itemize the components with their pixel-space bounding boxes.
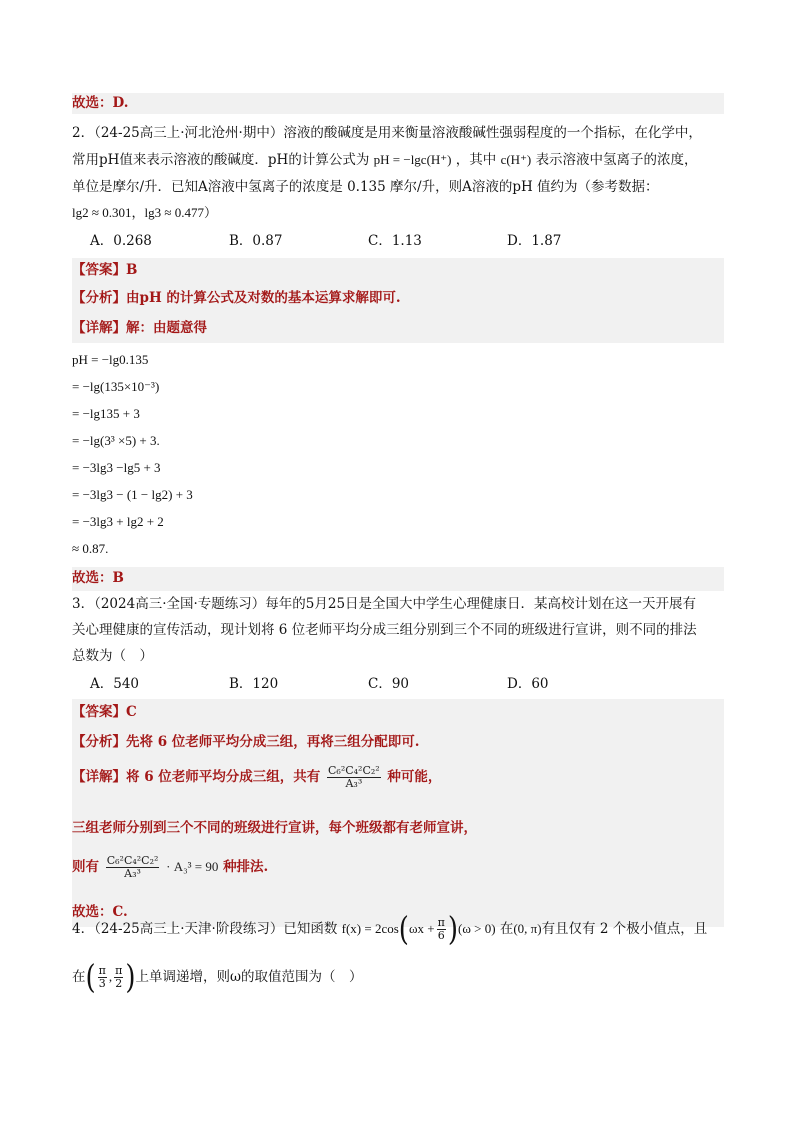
pi-over-six bbox=[437, 917, 446, 942]
q2-stem-text: 常用pH值来表示溶液的酸碱度．pH的计算公式为 bbox=[72, 152, 370, 168]
q3-options bbox=[72, 675, 724, 693]
detail-label: 【详解】 bbox=[72, 320, 126, 336]
previous-answer bbox=[72, 93, 724, 114]
q3-stem-line-3: 总数为（ ） bbox=[72, 648, 153, 664]
q4-stem-text: 4．（24-25高三上·天津·阶段练习）已知函数 bbox=[72, 921, 338, 937]
fraction-denominator: 6 bbox=[437, 929, 445, 942]
q2-option-a: A．0.268 bbox=[90, 233, 152, 249]
detail-text: 解：由题意得 bbox=[126, 320, 207, 336]
q4-stem-text: 在 bbox=[499, 921, 514, 937]
q2-option-d: D．1.87 bbox=[507, 233, 562, 249]
q2-stem-text: 表示溶液中氢离子的浓度， bbox=[535, 152, 698, 168]
solution-step: = −3lg3 − (1 − lg2) + 3 bbox=[72, 487, 193, 502]
function-argument: ωx + bbox=[408, 921, 435, 936]
answer-value: C bbox=[126, 704, 137, 720]
answer-label: 【答案】 bbox=[72, 262, 126, 278]
ph-formula: pH = −lgc(H⁺) bbox=[373, 152, 452, 167]
fraction-numerator: C₆²C₄²C₂² bbox=[328, 764, 380, 777]
q2-option-c: C．1.13 bbox=[368, 233, 422, 249]
fraction-numerator: π bbox=[115, 964, 123, 977]
answer-label: 【答案】 bbox=[72, 704, 126, 720]
right-paren: ) bbox=[447, 910, 458, 949]
q3-analysis bbox=[72, 727, 724, 759]
detail-text: 将 6 位老师平均分成三组，共有 bbox=[126, 769, 321, 785]
solution-step: = −lg(135×10⁻³) bbox=[72, 379, 160, 394]
arrangement-result: · A₃³ = 90 bbox=[166, 859, 219, 874]
q3-answer bbox=[72, 699, 724, 727]
question-4 bbox=[72, 911, 724, 995]
answer-value: B bbox=[126, 262, 138, 278]
q4-stem-text: 有且仅有 2 个极小值点，且 bbox=[541, 921, 708, 937]
q3-stem-line-1: 3．（2024高三·全国·专题练习）每年的5月25日是全国大中学生心理健康日．某高校计划在这一天开展有 bbox=[72, 596, 697, 612]
question-3 bbox=[72, 595, 724, 927]
solution-step: = −lg(3³ ×5) + 3. bbox=[72, 433, 160, 448]
solution-step: = −lg135 + 3 bbox=[72, 406, 140, 421]
q3-detail-3 bbox=[72, 849, 724, 899]
fraction-numerator: π bbox=[437, 916, 445, 929]
pi-over-three bbox=[98, 965, 107, 990]
document-page bbox=[72, 93, 724, 997]
q2-stem-line-1: 2．（24-25高三上·河北沧州·期中）溶液的酸碱度是用来衡量溶液酸碱性强弱程度的一个指标，在化学中， bbox=[72, 125, 702, 141]
q4-stem-text: 上单调递增，则ω的取值范围为（ ） bbox=[135, 969, 363, 985]
right-paren: ) bbox=[125, 958, 136, 997]
left-paren: ( bbox=[398, 910, 409, 949]
interval-zero-pi: (0, π) bbox=[513, 921, 542, 936]
q3-option-a: A．540 bbox=[90, 676, 140, 692]
question-2 bbox=[72, 124, 724, 591]
concentration-symbol: c(H⁺) bbox=[500, 152, 532, 167]
previous-conclusion: 故选：D. bbox=[72, 95, 129, 111]
analysis-label: 【分析】 bbox=[72, 290, 126, 306]
q2-detail bbox=[72, 313, 724, 343]
fraction-denominator: 2 bbox=[115, 977, 123, 990]
arrangement-fraction bbox=[106, 855, 160, 880]
q2-stem-text: ，其中 bbox=[455, 152, 497, 168]
function-expression: f(x) = 2cos bbox=[341, 921, 399, 936]
analysis-label: 【分析】 bbox=[72, 734, 126, 750]
grouping-fraction bbox=[327, 765, 381, 790]
solution-step: pH = −lg0.135 bbox=[72, 352, 149, 367]
fraction-numerator: C₆²C₄²C₂² bbox=[106, 854, 159, 867]
solution-step: = −3lg3 + lg2 + 2 bbox=[72, 514, 164, 529]
q3-conclusion: 故选：C. bbox=[72, 899, 724, 927]
detail-text: 种排法. bbox=[223, 859, 269, 875]
fraction-numerator: π bbox=[98, 964, 106, 977]
solution-step: ≈ 0.87. bbox=[72, 541, 109, 556]
q2-solution-steps bbox=[72, 344, 724, 567]
fraction-denominator: A₃³ bbox=[345, 777, 363, 790]
q2-answer bbox=[72, 258, 724, 283]
left-paren: ( bbox=[85, 958, 96, 997]
q4-stem-text: 在 bbox=[72, 969, 86, 985]
detail-text: 则有 bbox=[72, 859, 99, 875]
q3-detail bbox=[72, 759, 724, 809]
analysis-text: 由pH 的计算公式及对数的基本运算求解即可. bbox=[126, 290, 401, 306]
q3-stem-line-2: 关心理健康的宣传活动，现计划将 6 位老师平均分成三组分别到三个不同的班级进行宣讲，则不同的排法 bbox=[72, 622, 697, 638]
detail-text: 种可能， bbox=[387, 769, 442, 785]
q4-stem-line-1 bbox=[72, 911, 724, 947]
q3-option-b: B．120 bbox=[229, 676, 279, 692]
q4-stem-line-2: 在( $\frac{\pi}{3}$ , $\frac{\pi}{2}$ )上单调递增，则ω的取值范围为（ ） bbox=[72, 958, 363, 997]
q2-stem-line-2 bbox=[72, 151, 724, 169]
q2-options bbox=[72, 232, 724, 250]
q2-conclusion: 故选：B bbox=[72, 567, 724, 591]
q3-detail-2: 三组老师分别到三个不同的班级进行宣讲，每个班级都有老师宣讲， bbox=[72, 809, 724, 849]
q2-reference-data: lg2 ≈ 0.301，lg3 ≈ 0.477） bbox=[72, 205, 217, 220]
q3-option-c: C．90 bbox=[368, 676, 410, 692]
detail-label: 【详解】 bbox=[72, 769, 126, 785]
fraction-denominator: A₃³ bbox=[124, 867, 141, 880]
solution-step: = −3lg3 −lg5 + 3 bbox=[72, 460, 161, 475]
q3-option-d: D．60 bbox=[507, 676, 549, 692]
analysis-text: 先将 6 位老师平均分成三组，再将三组分配即可. bbox=[126, 734, 420, 750]
pi-over-two bbox=[114, 965, 123, 990]
q2-analysis bbox=[72, 283, 724, 313]
q2-stem-line-3: 单位是摩尔/升．已知A溶液中氢离子的浓度是 0.135 摩尔/升，则A溶液的pH 值约为（参考数据： bbox=[72, 179, 659, 195]
fraction-denominator: 3 bbox=[98, 977, 106, 990]
omega-condition: (ω > 0) bbox=[457, 921, 496, 936]
q2-option-b: B．0.87 bbox=[229, 233, 283, 249]
